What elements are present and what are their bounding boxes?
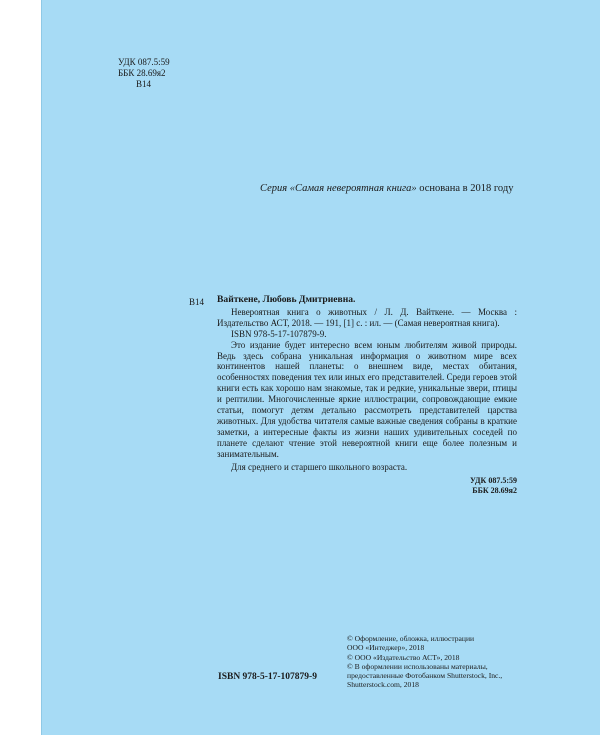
author-mark: В14	[136, 79, 152, 89]
record-author: Вайткене, Любовь Дмитриевна.	[217, 294, 356, 305]
copyright-line: © В оформлении использованы материалы,	[347, 661, 488, 671]
isbn-footer: ISBN 978-5-17-107879-9	[218, 672, 317, 682]
record-udk: УДК 087.5:59	[469, 476, 517, 485]
copyright-line: ООО «Интеджер», 2018	[347, 643, 425, 653]
bbk-code: ББК 28.69я2	[118, 68, 166, 78]
bibliographic-record	[217, 295, 517, 473]
udk-code: УДК 087.5:59	[118, 57, 170, 67]
record-bbk: ББК 28.69я2	[472, 486, 517, 495]
record-annotation: Это издание будет интересно всем юным любителям живой природы. Ведь здесь собрана уникальная информация о животном мире всех континентов нашей планеты: о внешнем виде, местах обитания, особенностях поведения тех или иных его представителей. Среди героев этой книги есть как хорошо нам знакомые, так и редкие, уникальные звери, птицы и рептилии. Многочисленные яркие иллюстрации, сопровождающие емкие статьи, помогут детям детально рассмотреть представителей царства животных. Для удобства читателя самые важные сведения собраны в краткие заметки, а интересные факты из жизни наших удивительных соседей по планете сделают чтение этой невероятной книги еще более полезным и занимательным.	[217, 339, 517, 459]
imprint-page	[41, 0, 600, 735]
series-note	[260, 183, 513, 194]
record-description: Невероятная книга о животных / Л. Д. Вайткене. — Москва : Издательство АСТ, 2018. — 191, [1] с. : ил. — (Самая невероятная книга).	[217, 306, 517, 328]
copyright-line: © Оформление, обложка, иллюстрации	[347, 634, 475, 643]
series-note-plain: основана в 2018 году	[419, 183, 514, 194]
record-author-mark: В14	[189, 297, 205, 307]
copyright-line: © ООО «Издательство АСТ», 2018	[347, 652, 460, 662]
record-isbn: ISBN 978-5-17-107879-9.	[231, 328, 327, 339]
copyright-line: Shutterstock.com, 2018	[347, 680, 419, 690]
series-note-italic: Серия «Самая невероятная книга»	[260, 183, 417, 194]
record-classification-codes	[427, 476, 517, 496]
classification-codes	[118, 57, 170, 90]
copyright-block	[347, 634, 537, 690]
copyright-line: предоставленные Фотобанком Shutterstock, Inc.,	[347, 671, 503, 681]
record-audience: Для среднего и старшего школьного возраста.	[231, 461, 408, 472]
